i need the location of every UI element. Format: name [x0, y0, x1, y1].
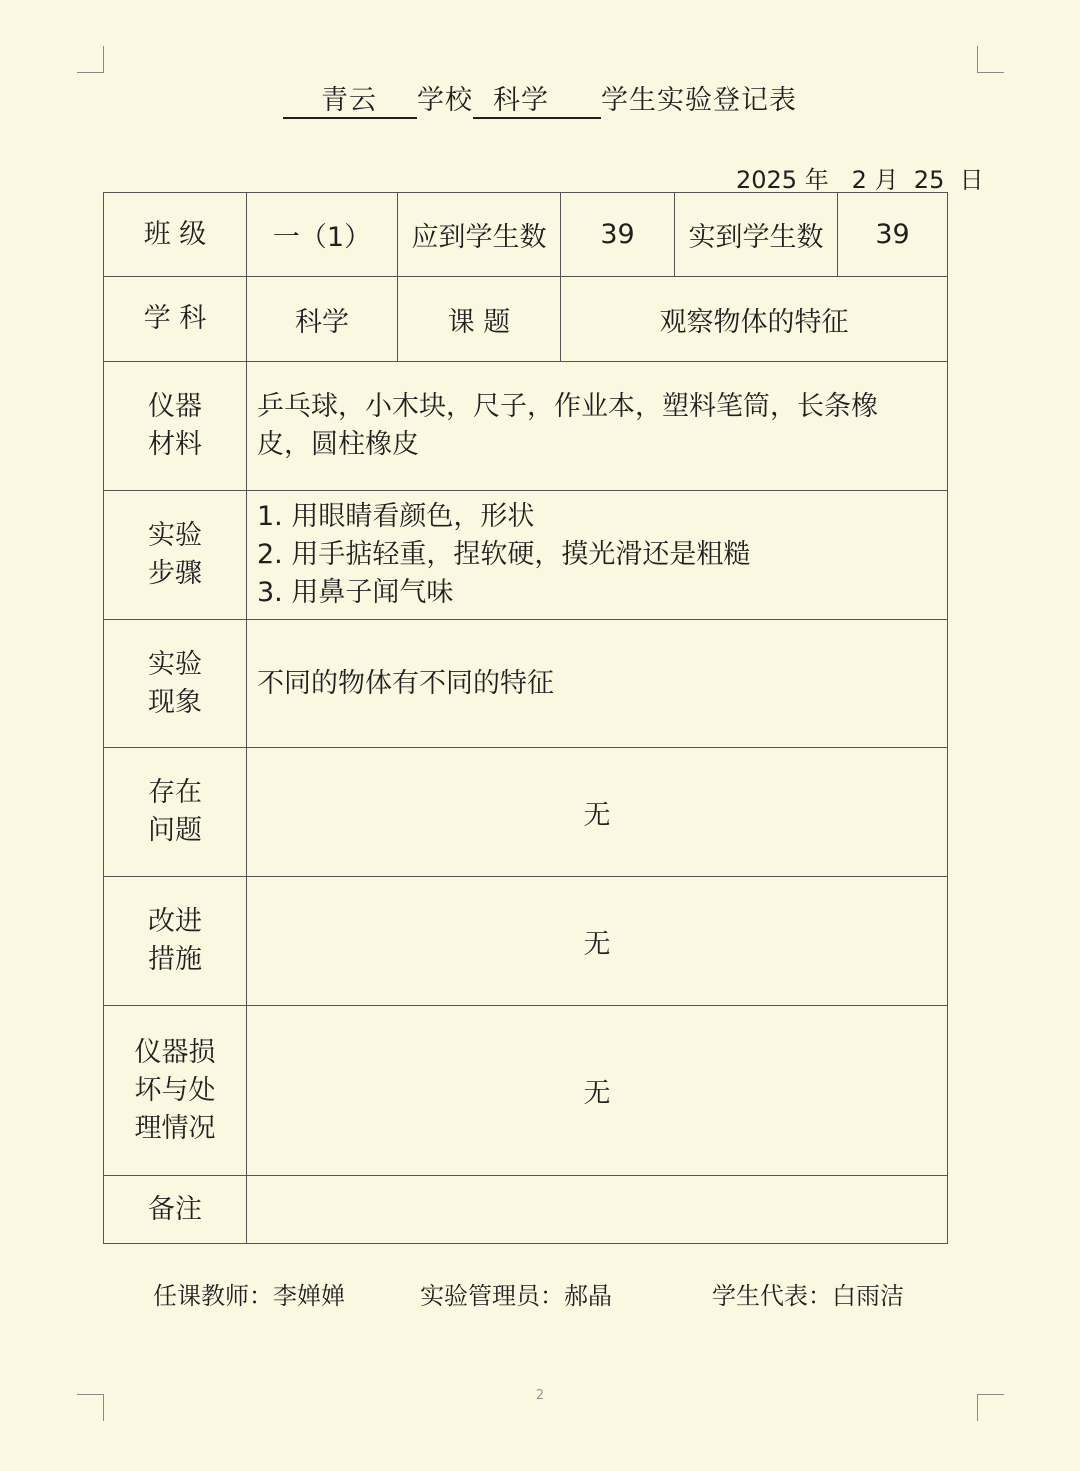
- table-row: [104, 491, 948, 620]
- subject-value: 科学: [247, 277, 398, 362]
- improve-label: 改进 措施: [104, 877, 247, 1006]
- topic-value: 观察物体的特征: [561, 277, 948, 362]
- table-row: [104, 877, 948, 1006]
- actual-count-label: 实到学生数: [675, 193, 838, 277]
- expected-count-value: 39: [561, 193, 675, 277]
- crop-mark-top-left: [77, 46, 104, 73]
- date-month: 2: [851, 166, 867, 194]
- table-row: [104, 277, 948, 362]
- list-item: 3. 用鼻子闻气味: [257, 577, 454, 608]
- problems-label: 存在 问题: [104, 748, 247, 877]
- date-month-unit: 月: [874, 166, 899, 194]
- phenomenon-value: 不同的物体有不同的特征: [247, 620, 948, 748]
- phenomenon-label: 实验 现象: [104, 620, 247, 748]
- materials-label: 仪器 材料: [104, 362, 247, 491]
- improve-value: 无: [247, 877, 948, 1006]
- problems-value: 无: [247, 748, 948, 877]
- steps-label: 实验 步骤: [104, 491, 247, 620]
- date-year: 2025: [736, 166, 798, 194]
- table-row: [104, 362, 948, 491]
- title-suffix: 学生实验登记表: [601, 85, 797, 116]
- class-label: 班 级: [104, 193, 247, 277]
- lab-manager-signature: 实验管理员：郝晶: [420, 1282, 612, 1310]
- damage-value: 无: [247, 1006, 948, 1176]
- table-row: [104, 1176, 948, 1244]
- date-year-unit: 年: [804, 166, 829, 194]
- actual-count-value: 39: [838, 193, 948, 277]
- date-day-unit: 日: [959, 166, 984, 194]
- class-value: 一（1）: [247, 193, 398, 277]
- table-row: [104, 1006, 948, 1176]
- student-rep-signature: 学生代表：白雨洁: [712, 1282, 904, 1310]
- list-item: 1. 用眼睛看颜色，形状: [257, 501, 535, 532]
- registration-table: [103, 192, 948, 1244]
- damage-label: 仪器损 坏与处 理情况: [104, 1006, 247, 1176]
- topic-label: 课 题: [398, 277, 561, 362]
- expected-count-label: 应到学生数: [398, 193, 561, 277]
- steps-value: [247, 491, 948, 620]
- table-row: [104, 748, 948, 877]
- remarks-label: 备注: [104, 1176, 247, 1244]
- materials-value: 乒乓球，小木块，尺子，作业本，塑料笔筒，长条橡 皮，圆柱橡皮: [247, 362, 948, 491]
- page-title: [0, 78, 1080, 119]
- teacher-signature: 任课教师：李婵婵: [153, 1282, 345, 1310]
- table-row: [104, 193, 948, 277]
- table-row: [104, 620, 948, 748]
- subject-name: 科学: [493, 78, 549, 119]
- remarks-value: [247, 1176, 948, 1244]
- subject-label: 学 科: [104, 277, 247, 362]
- page-number: 2: [535, 1388, 545, 1403]
- school-suffix: 学校: [417, 85, 473, 116]
- school-name: 青云: [321, 78, 377, 119]
- date-day: 25: [913, 166, 945, 194]
- list-item: 2. 用手掂轻重，捏软硬，摸光滑还是粗糙: [257, 539, 751, 570]
- crop-mark-top-right: [977, 46, 1004, 73]
- date: [736, 160, 984, 195]
